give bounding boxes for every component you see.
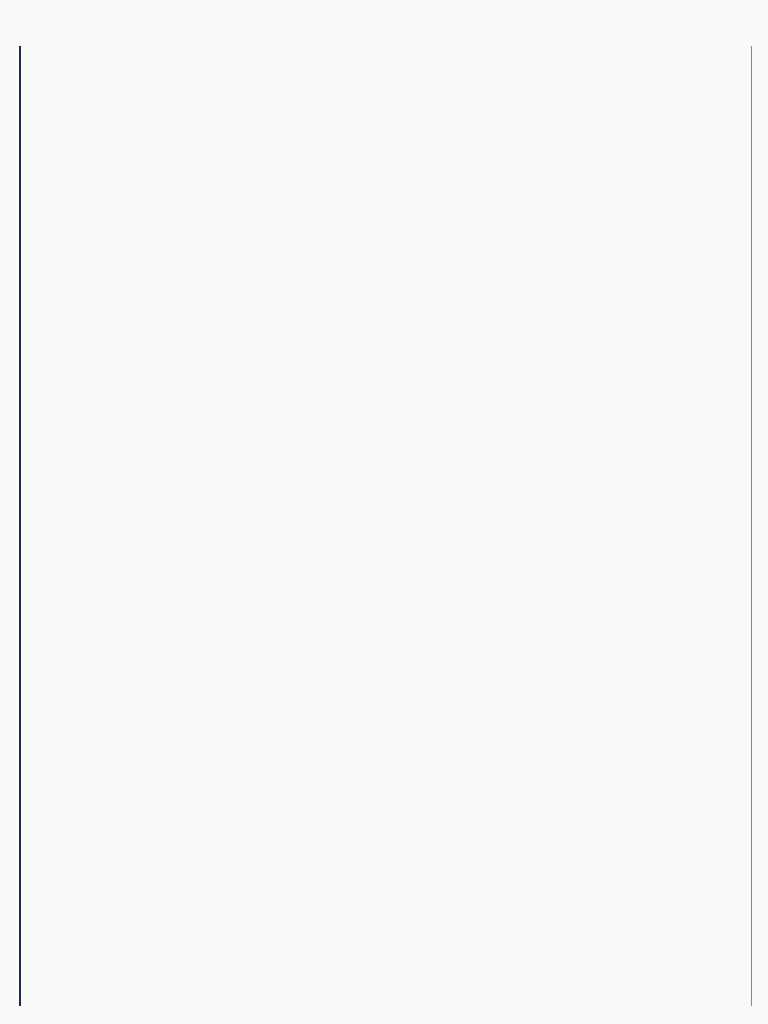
page-header xyxy=(0,0,768,48)
score-sheet xyxy=(19,46,752,1006)
